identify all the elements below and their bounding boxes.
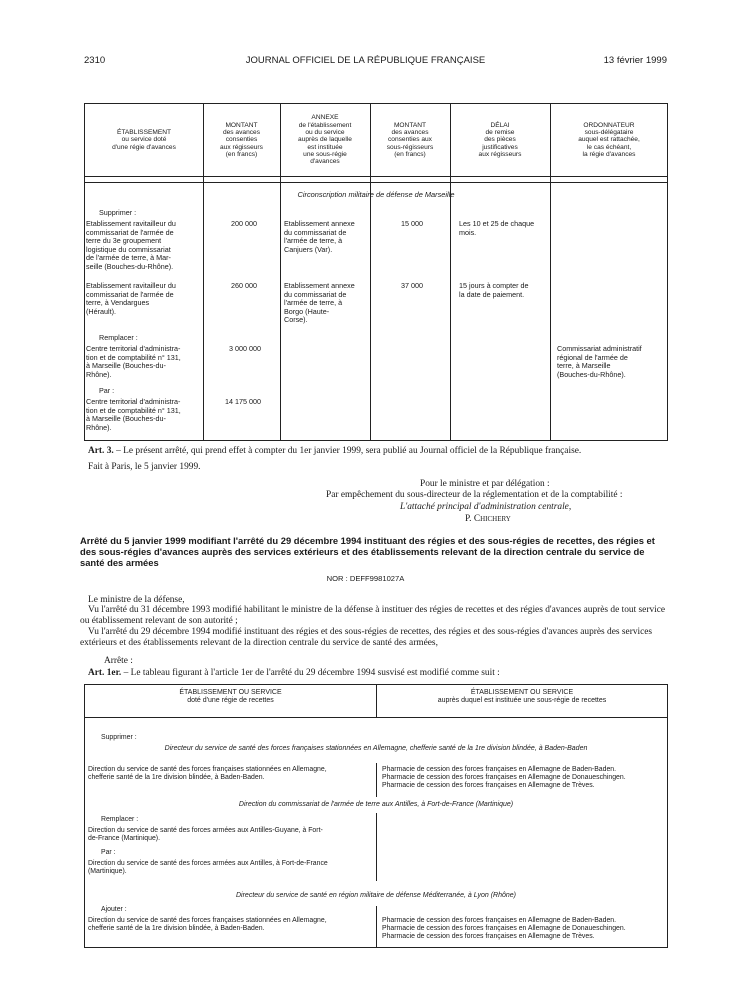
article-3-label: Art. 3. (88, 446, 114, 456)
col-header-ordonnateur: ORDONNATEUR sous-délégataire auquel est rattachée, le cas échéant, la régie d'avances (578, 121, 640, 158)
arrete-paragraph-3: Vu l'arrêté du 29 décembre 1994 modifié instituant des régies et des sous-régies de recettes, des régies et des sous-régies d'avances auprès des services extérieurs et des établissements relevant de la direction centrale du service de santé des armées, (80, 627, 653, 648)
article-1-label: Art. 1er. (88, 668, 122, 678)
supprimer-label: Supprimer : (99, 208, 137, 217)
journal-title: JOURNAL OFFICIEL DE LA RÉPUBLIQUE FRANÇAISE (245, 55, 486, 66)
col-header-etablissement: ÉTABLISSEMENT ou service doté d'une régie d'avances (112, 129, 176, 151)
row2-montant-sous: 37 000 (401, 281, 423, 290)
signature-line-3: L'attaché principal d'administration centrale, (400, 502, 572, 512)
article-1 (88, 668, 673, 679)
row1-etablissement: Etablissement ravitailleur du commissariat de l'armée de terre du 3e groupement logistique du commissariat de l'armée de terre, à Mar- seille (Bouches-du-Rhône). (86, 219, 176, 271)
row1-montant: 200 000 (231, 219, 257, 228)
row3-ordonnateur: Commissariat administratif régional de l'armée de terre, à Marseille (Bouches-du-Rhône). (557, 344, 642, 379)
signature-line-1: Pour le ministre et par délégation : (420, 479, 550, 489)
regies-avances-table (84, 103, 668, 441)
row1-delai: Les 10 et 25 de chaque mois. (459, 219, 535, 237)
row2-delai: 15 jours à compter de la date de paiement. (459, 281, 529, 299)
col-header-montant: MONTANT des avances consenties aux régisseurs (en francs) (220, 121, 263, 158)
row3-montant: 3 000 000 (229, 344, 261, 353)
t2-section-1-right: Pharmacie de cession des forces françaises en Allemagne de Baden-Baden. Pharmacie de cession des forces françaises en Allemagne de Donaueschingen. Pharmacie de cession des forces françaises en Allemagne de Trèves. (382, 766, 626, 790)
t2-ajouter-label: Ajouter : (101, 906, 127, 913)
t2-par-label: Par : (101, 849, 116, 856)
article-3 (88, 446, 673, 457)
t2-section-2-a: Direction du service de santé des forces armées aux Antilles-Guyane, à Fort- de-France (Martinique). (88, 827, 323, 843)
signature-line-2: Par empêchement du sous-directeur de la réglementation et de la comptabilité : (326, 490, 623, 500)
row2-annexe: Etablissement annexe du commissariat de l'armée de terre, à Borgo (Haute- Corse). (284, 281, 355, 325)
signature-name: P. Chichery (465, 514, 511, 524)
par-label: Par : (99, 386, 115, 395)
t2-section-3: Directeur du service de santé en région militaire de défense Méditerranée, à Lyon (Rhône) (235, 892, 517, 899)
t2-section-1-left: Direction du service de santé des forces françaises stationnées en Allemagne, chefferie santé de la 1re division blindée, à Baden-Baden. (88, 766, 327, 782)
t2-section-3-left: Direction du service de santé des forces françaises stationnées en Allemagne, chefferie santé de la 1re division blindée, à Baden-Baden. (88, 917, 327, 933)
arrete-label: Arrête : (104, 656, 133, 666)
circonscription-label: Circonscription militaire de défense de Marseille (297, 190, 455, 199)
t2-remplacer-label: Remplacer : (101, 816, 139, 823)
fait-a-paris: Fait à Paris, le 5 janvier 1999. (88, 462, 201, 472)
col-header-annexe: ANNEXE de l'établissement ou du service auprès de laquelle est instituée une sous-régie d'avances (298, 114, 352, 166)
issue-date: 13 février 1999 (603, 55, 667, 66)
arrete-paragraph-1: Le ministre de la défense, (88, 595, 185, 605)
col-header-delai: DÉLAI de remise des pièces justificatives aux régisseurs (478, 121, 522, 158)
nor-reference: NOR : DEFF9981027A (326, 574, 405, 583)
t2-section-2: Direction du commissariat de l'armée de terre aux Antilles, à Fort-de-France (Martinique) (238, 801, 514, 808)
row1-montant-sous: 15 000 (401, 219, 423, 228)
t2-section-1: Directeur du service de santé des forces françaises stationnées en Allemagne, chefferie santé de la 1re division blindée, à Baden-Baden (164, 745, 588, 752)
regies-recettes-table (84, 684, 668, 948)
page-number: 2310 (84, 55, 106, 66)
row1-annexe: Etablissement annexe du commissariat de l'armée de terre, à Canjuers (Var). (284, 219, 355, 254)
arrete-paragraph-2: Vu l'arrêté du 31 décembre 1993 modifié habilitant le ministre de la défense à instituer des régies de recettes et des régies d'avances auprès de tout service ou établissement relevant de son autorité ; (80, 605, 666, 626)
remplacer-label: Remplacer : (99, 333, 138, 342)
arrete-title: Arrêté du 5 janvier 1999 modifiant l'arrêté du 29 décembre 1994 instituant des régies et des sous-régies de recettes, des régies et des sous-régies d'avances auprès des services extérieurs et des établissements relevant de la direction centrale du service de santé des armées (80, 535, 655, 568)
t2-supprimer-label: Supprimer : (101, 734, 137, 741)
col-header-montant-sous: MONTANT des avances consenties aux sous-régisseurs (en francs) (386, 121, 434, 158)
t2-section-3-right: Pharmacie de cession des forces françaises en Allemagne de Baden-Baden. Pharmacie de cession des forces françaises en Allemagne de Donaueschingen. Pharmacie de cession des forces françaises en Allemagne de Trèves. (382, 917, 626, 941)
row2-montant: 260 000 (231, 281, 257, 290)
article-1-text: – Le tableau figurant à l'article 1er de l'arrêté du 29 décembre 1994 susvisé est modifié comme suit : (121, 668, 500, 678)
row4-montant: 14 175 000 (225, 397, 261, 406)
row2-etablissement: Etablissement ravitailleur du commissariat de l'armée de terre, à Vendargues (Hérault). (86, 281, 176, 316)
article-3-text: – Le présent arrêté, qui prend effet à compter du 1er janvier 1999, sera publié au Journal officiel de la République française. (113, 446, 582, 456)
row4-etablissement: Centre territorial d'administra- tion et de comptabilité n° 131, à Marseille (Bouches-du- Rhône). (86, 397, 181, 432)
t2-header-left: ÉTABLISSEMENT OU SERVICE doté d'une régie de recettes (179, 689, 282, 705)
t2-section-2-b: Direction du service de santé des forces armées aux Antilles, à Fort-de-France (Martinique). (88, 860, 328, 876)
row3-etablissement: Centre territorial d'administra- tion et de comptabilité n° 131, à Marseille (Bouches-du- Rhône). (86, 344, 181, 379)
t2-header-right: ÉTABLISSEMENT OU SERVICE auprès duquel est instituée une sous-régie de recettes (437, 689, 607, 705)
